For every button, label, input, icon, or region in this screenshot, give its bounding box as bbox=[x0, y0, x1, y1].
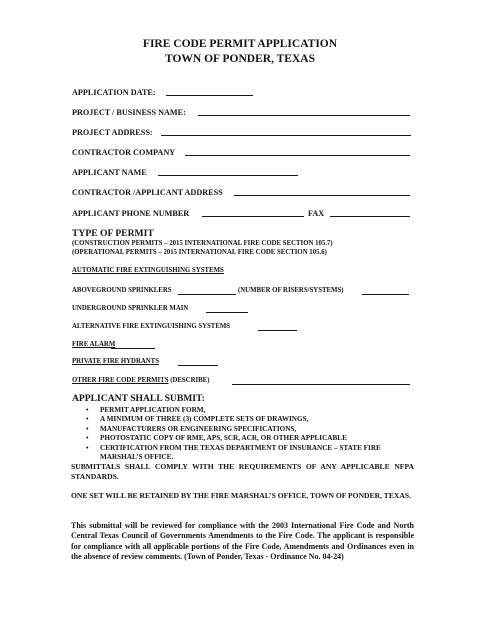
underground-main-field[interactable] bbox=[206, 312, 248, 313]
other-permits-label bbox=[72, 377, 209, 384]
describe-text: (DESCRIBE) bbox=[168, 377, 210, 384]
comply-statement: SUBMITTALS SHALL COMPLY WITH THE REQUIREMENTS OF ANY APPLICABLE NFPA STANDARDS. bbox=[71, 462, 414, 481]
risers-field[interactable] bbox=[362, 294, 409, 295]
application-date-label: APPLICATION DATE: bbox=[72, 88, 156, 97]
applicant-name-field[interactable] bbox=[158, 175, 298, 176]
submit-item: • PHOTOSTATIC COPY OF RME, APS, SCR, ACR, OR OTHER APPLICABLE bbox=[86, 434, 410, 443]
auto-extinguishing-heading: AUTOMATIC FIRE EXTINGUISHING SYSTEMS bbox=[72, 267, 224, 274]
applicant-name-label: APPLICANT NAME bbox=[72, 168, 147, 177]
project-address-label: PROJECT ADDRESS: bbox=[72, 128, 153, 137]
fire-alarm-label: FIRE ALARM bbox=[72, 341, 116, 348]
submit-item: • MANUFACTURERS OR ENGINEERING SPECIFICATIONS, bbox=[86, 425, 410, 434]
project-address-field[interactable] bbox=[161, 135, 411, 136]
operational-permit-note: (OPERATIONAL PERMITS – 2015 INTERNATIONAL FIRE CODE SECTION 105.6) bbox=[72, 249, 327, 256]
underground-main-label: UNDERGROUND SPRINKLER MAIN bbox=[72, 305, 189, 312]
page-subtitle: TOWN OF PONDER, TEXAS bbox=[165, 53, 315, 65]
alternative-systems-label: ALTERNATIVE FIRE EXTINGUISHING SYSTEMS bbox=[72, 323, 231, 330]
contractor-address-field[interactable] bbox=[234, 195, 410, 196]
risers-label: (NUMBER OF RISERS/SYSTEMS) bbox=[238, 287, 344, 294]
submit-heading: APPLICANT SHALL SUBMIT: bbox=[72, 393, 205, 404]
application-date-field[interactable] bbox=[166, 95, 253, 96]
business-name-label: PROJECT / BUSINESS NAME: bbox=[72, 108, 186, 117]
aboveground-sprinklers-label: ABOVEGROUND SPRINKLERS bbox=[72, 287, 172, 294]
alternative-systems-field[interactable] bbox=[258, 330, 297, 331]
submit-item: • CERTIFICATION FROM THE TEXAS DEPARTMENT OF INSURANCE – STATE FIRE MARSHAL’S OFFICE. bbox=[86, 444, 410, 463]
construction-permit-note: (CONSTRUCTION PERMITS – 2015 INTERNATIONAL FIRE CODE SECTION 105.7) bbox=[72, 240, 333, 247]
fax-label: FAX bbox=[308, 209, 325, 218]
retained-statement: ONE SET WILL BE RETAINED BY THE FIRE MARSHAL’S OFFICE, TOWN OF PONDER, TEXAS. bbox=[71, 491, 411, 500]
business-name-field[interactable] bbox=[198, 115, 410, 116]
submit-item: • A MINIMUM OF THREE (3) COMPLETE SETS OF DRAWINGS, bbox=[86, 415, 410, 424]
other-permits-text: OTHER FIRE CODE PERMITS bbox=[72, 377, 169, 384]
fire-alarm-field[interactable] bbox=[111, 348, 155, 349]
private-hydrants-label: PRIVATE FIRE HYDRANTS bbox=[72, 358, 159, 365]
contractor-company-field[interactable] bbox=[185, 155, 410, 156]
contractor-company-label: CONTRACTOR COMPANY bbox=[72, 148, 176, 157]
review-statement: This submittal will be reviewed for compliance with the 2003 International Fire Code and North Central Texas Council of Governments Amendments to the Fire Code. The applicant is responsible for compliance with all applicable portions of the Fire Code, Amendments and Ordinances even in the absence of review comments. (Town of Ponder, Texas - Ordinance No. 04-24) bbox=[71, 521, 414, 562]
applicant-phone-field[interactable] bbox=[202, 216, 304, 217]
permit-type-heading: TYPE OF PERMIT bbox=[72, 228, 154, 239]
submit-list bbox=[86, 406, 410, 462]
aboveground-sprinklers-field[interactable] bbox=[178, 294, 236, 295]
submit-item: • PERMIT APPLICATION FORM, bbox=[86, 406, 410, 415]
applicant-phone-label: APPLICANT PHONE NUMBER bbox=[72, 209, 190, 218]
other-permits-field[interactable] bbox=[232, 384, 410, 385]
page-title: FIRE CODE PERMIT APPLICATION bbox=[142, 38, 338, 50]
fax-field[interactable] bbox=[330, 216, 410, 217]
contractor-address-label: CONTRACTOR /APPLICANT ADDRESS bbox=[72, 188, 223, 197]
private-hydrants-field[interactable] bbox=[178, 365, 218, 366]
